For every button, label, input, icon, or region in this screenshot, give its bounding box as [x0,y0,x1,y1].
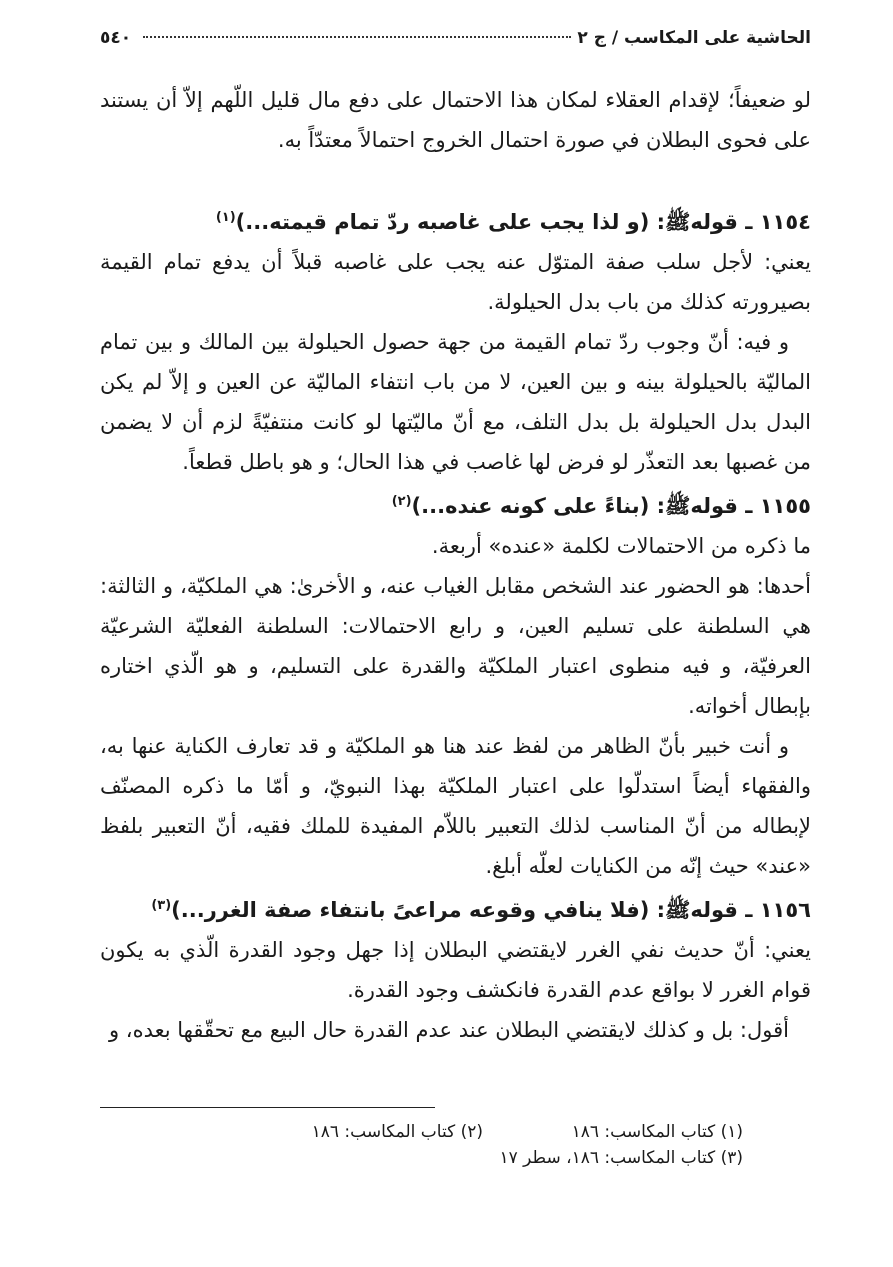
running-header [100,28,811,58]
paragraph: يعني: أنّ حديث نفي الغرر لايقتضي البطلان إذا جهل وجود القدرة الّذي به يكون قوام الغرر لا بواقع عدم القدرة فانكشف وجود القدرة. [100,938,811,1002]
footnote-ref-3: (٣) [151,898,172,913]
paragraph: يعني: لأجل سلب صفة المتوّل عنه يجب على غاصبه قبلاً أن يدفع تمام القيمة بصيرورته كذلك من باب بدل الحيلولة. [100,250,811,314]
footnote-1: (١) كتاب المكاسب: ١٨٦ [571,1122,743,1142]
section-heading-1154 [100,198,811,242]
footnote-2: (٢) كتاب المكاسب: ١٨٦ [311,1122,483,1142]
heading-text: ١١٥٥ ـ قوله‌ﷺ: (بناءً على كونه عنده...) [411,494,811,518]
heading-text: ١١٥٦ ـ قوله‌ﷺ: (فلا ينافي وقوعه مراعىً بانتفاء صفة الغرر...) [171,898,811,922]
footnote-row [223,1119,743,1145]
paragraph: ما ذكره من الاحتمالات لكلمة «عنده» أربعة. [431,534,811,558]
footnote-ref-2: (٢) [391,494,412,509]
footnotes [223,1119,743,1171]
paragraph: أحدها: هو الحضور عند الشخص مقابل الغياب عنه، و الأخرىٰ: هي الملكيّة، و الثالثة: هي السلطنة على تسليم العين، و رابع الاحتمالات: السلطنة الفعليّة الشرعيّة العرفيّة، و فيه منطوى اعتبار الملكيّة والقدرة على التسليم، و هو الّذي اختاره بإبطال أخواته. [100,574,811,718]
paragraph: و أنت خبير بأنّ الظاهر من لفظ عند هنا هو الملكيّة و قد تعارف الكناية عنها به، والفقهاء أيضاً استدلّوا على اعتبار الملكيّة بهذا النبويّ، و أمّا ما ذكره المصنّف لإبطاله من أنّ المناسب لذلك التعبير باللاّم المفيدة للملك فقيه، أنّ التعبير بلفظ «عند» حيث إنّه من الكنايات لعلّه أبلغ. [100,734,811,878]
book-page [100,28,811,1050]
paragraph: و فيه: أنّ وجوب ردّ تمام القيمة من جهة حصول الحيلولة بين المالك و بين تمام الماليّة بالحيلولة بينه و بين العين، لا من باب انتفاء الماليّة عن العين و إلاّ لم يكن البدل بدل الحيلولة بل بدل التلف، مع أنّ ماليّتها لو كانت منتفيّةً لزم أن لا يضمن من غصبها بعد التعذّر لو فرض لها غاصب في هذا الحال؛ و هو باطل قطعاً. [100,330,811,474]
section-heading-1155 [100,482,811,526]
paragraph-continuation: لو ضعيفاً؛ لإقدام العقلاء لمكان هذا الاحتمال على دفع مال قليل اللّهم إلاّ أن يستند على فحوى البطلان في صورة احتمال الخروج احتمالاً معتدّاً به. [100,88,811,152]
running-title: الحاشية على المكاسب / ج ٢ [577,28,811,48]
page-body [100,80,811,1050]
heading-text: ١١٥٤ ـ قوله‌ﷺ: (و لذا يجب على غاصبه ردّ تمام قيمته...) [235,210,811,234]
footnote-3: (٣) كتاب المكاسب: ١٨٦، سطر ١٧ [499,1148,743,1168]
section-heading-1156 [100,886,811,930]
page-number: ٥٤٠ [100,28,132,48]
footnote-separator [100,1107,435,1108]
footnote-row [223,1145,743,1171]
paragraph: أقول: بل و كذلك لايقتضي البطلان عند عدم القدرة حال البيع مع تحقّقها بعده، و [108,1018,789,1042]
footnote-ref-1: (١) [215,210,236,225]
header-dot-leader [143,36,571,38]
